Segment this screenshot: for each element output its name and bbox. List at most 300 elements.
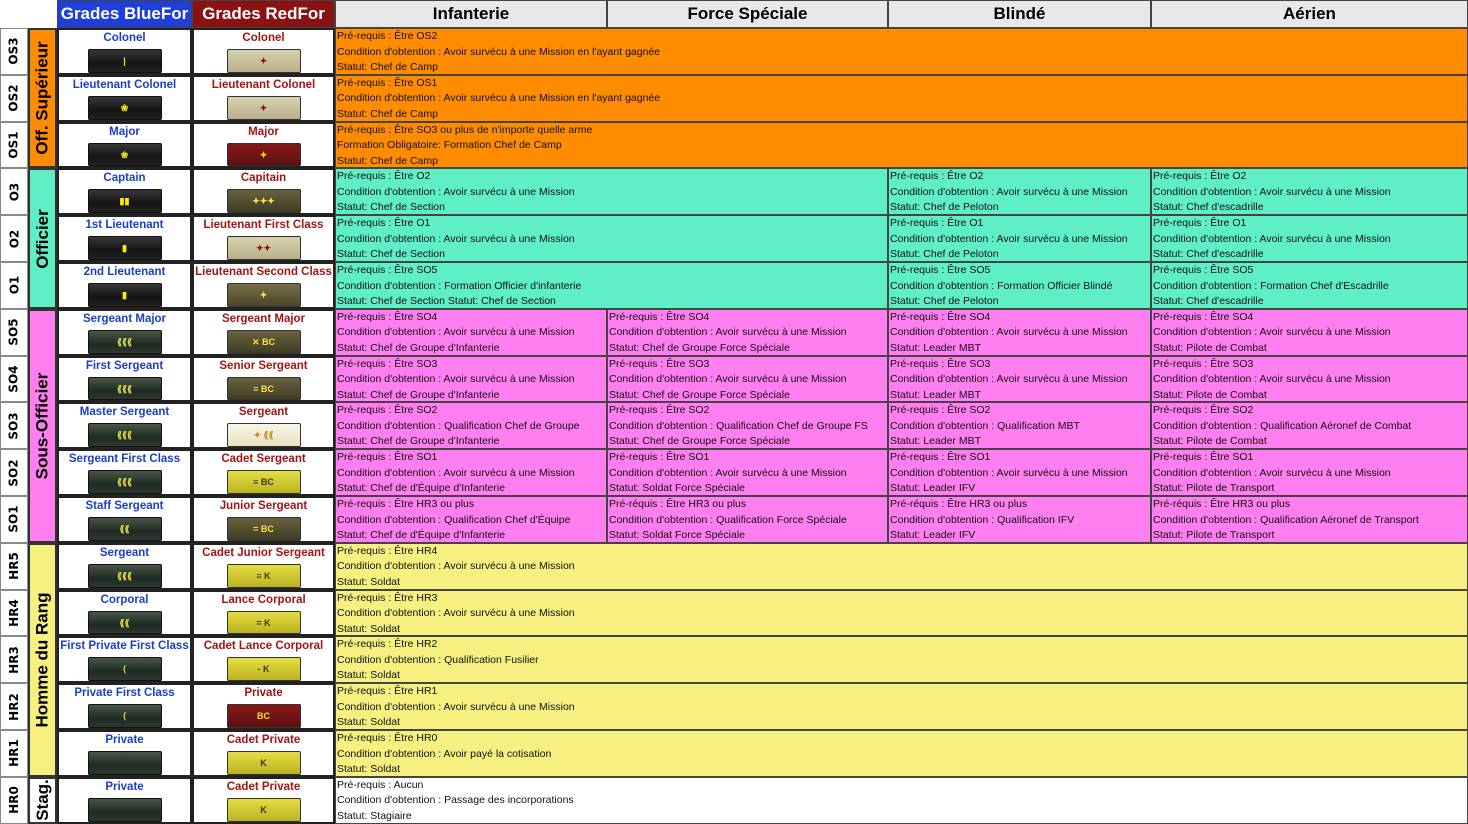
bluefor-rank-name: First Sergeant [85, 359, 164, 372]
rank-code [0, 402, 28, 449]
prerequisite-text: Pré-requis : Être OS2 [337, 30, 438, 42]
requirement-cell [335, 683, 1468, 730]
redfor-rank [192, 356, 335, 403]
prerequisite-text: Pré-requis : Être HR2 [337, 638, 438, 651]
rank-code [0, 636, 28, 683]
bluefor-rank [57, 356, 192, 403]
status-text: Statut: Leader MBT [890, 341, 982, 354]
condition-text: Condition d'obtention : Qualification Aéronef de Transport [1153, 513, 1419, 526]
bluefor-insignia-mark: ⟨ [122, 664, 127, 675]
prerequisite-text: Pré-requis : Être SO2 [1153, 404, 1254, 417]
redfor-rank-name: Major [248, 125, 279, 138]
rank-code [0, 168, 28, 215]
bluefor-insignia-mark: ⟪⟪ [119, 523, 130, 534]
status-text: Statut: Pilote de Transport [1153, 482, 1275, 495]
redfor-rank [192, 730, 335, 777]
bluefor-insignia-mark: ⟨ [122, 711, 127, 722]
status-text: Statut: Chef de Peloton [890, 201, 999, 214]
rank-code-text: O1 [7, 276, 21, 295]
requirement-cell [335, 496, 607, 543]
redfor-insignia [227, 798, 301, 822]
condition-text: Condition d'obtention : Passage des incorporations [337, 794, 574, 807]
bluefor-insignia [88, 330, 162, 354]
group-label [28, 309, 57, 543]
bluefor-insignia [88, 423, 162, 447]
bluefor-rank [57, 262, 192, 309]
prerequisite-text: Pré-requis : Être SO2 [890, 404, 991, 417]
bluefor-rank-name: Sergeant Major [82, 312, 167, 325]
requirement-cell [1151, 309, 1468, 356]
bluefor-insignia [88, 49, 162, 73]
prerequisite-text: Pré-requis : Être O2 [337, 170, 431, 183]
requirement-cell [335, 75, 1468, 122]
condition-text: Condition d'obtention : Qualification Chef de Groupe FS [609, 419, 868, 432]
rank-code-text: HR0 [7, 786, 22, 815]
rank-code-text: OS1 [7, 131, 22, 159]
prerequisite-text: Pré-requis : Être SO1 [890, 451, 991, 464]
redfor-rank [192, 449, 335, 496]
redfor-rank [192, 75, 335, 122]
bluefor-rank [57, 496, 192, 543]
prerequisite-text: Pré-requis : Être SO1 [609, 451, 710, 464]
rank-code-text: SO4 [7, 365, 22, 393]
redfor-insignia-mark: = K [256, 617, 271, 628]
condition-text: Condition d'obtention : Avoir survécu à une Mission [1153, 466, 1391, 479]
requirement-cell [335, 590, 1468, 637]
bluefor-insignia [88, 611, 162, 635]
prerequisite-text: Pré-requis : Être SO4 [1153, 310, 1254, 323]
status-text: Statut: Chef d'escadrille [1153, 201, 1264, 214]
condition-text: Condition d'obtention : Avoir survécu à une Mission [337, 373, 575, 386]
redfor-rank [192, 402, 335, 449]
condition-text: Condition d'obtention : Qualification Fusilier [337, 653, 539, 666]
status-text: Statut: Chef de Peloton [890, 295, 999, 307]
requirement-cell [888, 402, 1151, 449]
condition-text: Condition d'obtention : Avoir survécu à une Mission [609, 326, 847, 339]
redfor-rank-name: Colonel [242, 32, 285, 44]
redfor-rank [192, 122, 335, 169]
bluefor-insignia-mark: ❀ [120, 102, 129, 113]
condition-text: Condition d'obtention : Avoir survécu à une Mission [890, 185, 1128, 198]
header-branch: Infanterie [335, 0, 607, 28]
bluefor-insignia-mark: ▮▮ [119, 196, 130, 207]
condition-text: Condition d'obtention : Avoir survécu à une Mission [890, 232, 1128, 245]
redfor-rank [192, 543, 335, 590]
group-label-text: Officier [32, 208, 52, 269]
prerequisite-text: Pré-requis : Être HR0 [337, 732, 438, 744]
condition-text: Condition d'obtention : Formation Officier d'infanterie [337, 279, 582, 292]
bluefor-rank [57, 543, 192, 590]
requirement-cell [888, 262, 1151, 309]
bluefor-rank-name: Captain [103, 172, 146, 185]
bluefor-insignia [88, 189, 162, 213]
condition-text: Condition d'obtention : Avoir survécu à une Mission [1153, 326, 1391, 339]
redfor-rank [192, 262, 335, 309]
prerequisite-text: Pré-réquis : Être HR3 ou plus [1153, 498, 1291, 510]
bluefor-rank [57, 777, 192, 824]
status-text: Statut: Pilote de Transport [1153, 529, 1275, 541]
bluefor-insignia [88, 470, 162, 494]
header-branch: Aérien [1151, 0, 1468, 28]
bluefor-rank [57, 28, 192, 75]
header-branch: Force Spéciale [607, 0, 888, 28]
redfor-insignia-mark: ✦ ⟪⟪ [253, 430, 274, 441]
redfor-insignia-mark: ✦ [259, 55, 268, 66]
prerequisite-text: Pré-requis : Être SO4 [890, 310, 991, 323]
status-text: Statut: Leader IFV [890, 482, 976, 495]
rank-code [0, 28, 28, 75]
requirement-cell [1151, 449, 1468, 496]
prerequisite-text: Pré-requis : Être SO4 [337, 310, 438, 323]
redfor-insignia-mark: K [260, 757, 267, 768]
condition-text: Condition d'obtention : Formation Chef d'Escadrille [1153, 279, 1389, 292]
prerequisite-text: Pré-requis : Être HR4 [337, 544, 438, 557]
rank-code-text: SO2 [7, 458, 22, 487]
requirement-cell [335, 356, 607, 403]
status-text: Statut: Soldat [337, 622, 401, 635]
status-text: Statut: Pilote de Combat [1153, 341, 1267, 354]
bluefor-rank-name: Sergeant First Class [68, 453, 181, 466]
prerequisite-text: Pré-requis : Être SO3 [1153, 357, 1254, 370]
status-text: Statut: Chef de Camp [337, 107, 438, 120]
redfor-insignia-mark: ✦✦✦ [252, 196, 275, 207]
redfor-insignia-mark: ≡ BC [253, 477, 274, 488]
condition-text: Condition d'obtention : Qualification Chef d'Équipe [337, 513, 571, 526]
condition-text: Condition d'obtention : Avoir survécu à une Mission [890, 326, 1128, 339]
prerequisite-text: Pré-requis : Être O2 [1153, 170, 1247, 183]
bluefor-rank-name: Private [105, 780, 144, 793]
bluefor-rank-name: Staff Sergeant [85, 500, 164, 512]
rank-code-text: HR4 [7, 599, 22, 627]
bluefor-rank-name: 1st Lieutenant [85, 219, 164, 232]
status-text: Statut: Soldat [337, 575, 401, 588]
bluefor-insignia-mark: ⟪⟪⟪ [116, 383, 133, 394]
requirement-cell [607, 309, 888, 356]
status-text: Statut: Chef de Groupe Force Spéciale [609, 435, 790, 448]
requirement-cell [335, 449, 607, 496]
prerequisite-text: Pré-requis : Être SO3 ou plus de n'importe quelle arme [337, 123, 593, 136]
prerequisite-text: Pré-requis : Être SO2 [337, 404, 438, 417]
rank-code-text: OS3 [7, 37, 22, 65]
condition-text: Condition d'obtention : Qualification Aéronef de Combat [1153, 419, 1412, 432]
rank-code [0, 496, 28, 543]
redfor-insignia [227, 704, 301, 728]
status-text: Statut: Soldat [337, 716, 401, 729]
condition-text: Condition d'obtention : Avoir survécu à une Mission [1153, 185, 1391, 198]
status-text: Statut: Leader MBT [890, 435, 982, 448]
condition-text: Condition d'obtention : Avoir survécu à une Mission [890, 373, 1128, 386]
bluefor-insignia [88, 517, 162, 541]
status-text: Statut: Chef de Groupe d'Infanterie [337, 341, 500, 354]
redfor-insignia [227, 236, 301, 260]
status-text: Statut: Chef de Groupe Force Spéciale [609, 388, 790, 401]
requirement-cell [888, 215, 1151, 262]
redfor-insignia-mark: ✦ [259, 149, 268, 160]
requirement-cell [607, 356, 888, 403]
redfor-insignia [227, 564, 301, 588]
bluefor-insignia-mark: ▮ [122, 243, 127, 254]
status-text: Statut: Pilote de Combat [1153, 435, 1267, 448]
bluefor-insignia-mark: ▮ [122, 289, 127, 300]
status-text: Statut: Stagiaire [337, 809, 412, 822]
rank-code [0, 75, 28, 122]
requirement-cell [888, 449, 1151, 496]
rank-code-text: O2 [7, 229, 21, 248]
prerequisite-text: Pré-réquis : Être HR3 ou plus [890, 498, 1028, 510]
requirement-cell [1151, 496, 1468, 543]
bluefor-insignia-mark: ⟪⟪⟪ [116, 430, 133, 441]
rank-code-text: SO1 [7, 505, 22, 533]
requirement-cell [888, 356, 1151, 403]
rank-code [0, 449, 28, 496]
bluefor-insignia-mark: ⟪⟪⟪ [116, 570, 133, 581]
group-label [28, 543, 57, 777]
condition-text: Condition d'obtention : Avoir survécu à une Mission [337, 326, 575, 339]
bluefor-rank-name: Private [105, 734, 144, 746]
status-text: Statut: Chef de Section [337, 201, 445, 214]
redfor-insignia [227, 283, 301, 307]
rank-code [0, 215, 28, 262]
redfor-rank-name: Sergeant Major [221, 312, 306, 325]
requirement-cell [607, 402, 888, 449]
requirement-cell [335, 122, 1468, 169]
redfor-insignia [227, 751, 301, 775]
prerequisite-text: Pré-requis : Être HR1 [337, 685, 438, 698]
rank-code-text: O3 [7, 182, 21, 202]
status-text: Statut: Chef de Peloton [890, 248, 999, 261]
redfor-insignia-mark: ≡ BC [253, 383, 274, 394]
redfor-rank-name: Senior Sergeant [219, 359, 308, 372]
header-redfor: Grades RedFor [192, 0, 335, 28]
prerequisite-text: Pré-réquis : Être HR3 ou plus [609, 498, 747, 510]
redfor-rank-name: Private [244, 687, 283, 700]
bluefor-insignia [88, 751, 162, 775]
bluefor-rank-name: Major [109, 125, 140, 138]
status-text: Statut: Chef de Groupe d'Infanterie [337, 435, 500, 448]
redfor-insignia-mark: = BC [253, 523, 274, 534]
prerequisite-text: Pré-requis : Être SO5 [890, 264, 991, 276]
redfor-rank-name: Cadet Junior Sergeant [202, 546, 325, 559]
condition-text: Condition d'obtention : Avoir survécu à une Mission en l'ayant gagnée [337, 92, 661, 105]
status-text: Statut: Chef de d'Équipe d'Infanterie [337, 529, 506, 541]
prerequisite-text: Pré-requis : Être SO1 [1153, 451, 1254, 464]
requirement-cell [335, 777, 1468, 824]
redfor-insignia-mark: - K [257, 664, 270, 675]
condition-text: Condition d'obtention : Avoir survécu à une Mission [337, 185, 575, 198]
bluefor-rank [57, 590, 192, 637]
redfor-rank [192, 309, 335, 356]
bluefor-rank [57, 730, 192, 777]
bluefor-rank [57, 122, 192, 169]
redfor-rank [192, 590, 335, 637]
bluefor-rank [57, 75, 192, 122]
requirement-cell [335, 262, 888, 309]
bluefor-rank-name: 2nd Lieutenant [83, 266, 166, 278]
bluefor-insignia [88, 564, 162, 588]
rank-code [0, 590, 28, 637]
group-label [28, 777, 57, 824]
redfor-rank-name: Lieutenant Colonel [211, 78, 316, 91]
bluefor-insignia [88, 143, 162, 167]
condition-text: Condition d'obtention : Avoir survécu à une Mission [890, 466, 1128, 479]
prerequisite-text: Pré-requis : Être O1 [1153, 217, 1247, 230]
bluefor-insignia [88, 377, 162, 401]
status-text: Statut: Soldat Force Spéciale [609, 529, 745, 541]
condition-text: Condition d'obtention : Avoir survécu à une Mission [337, 700, 575, 713]
condition-text: Condition d'obtention : Avoir payé la cotisation [337, 747, 552, 760]
group-label-text: Stag. [32, 779, 52, 821]
requirement-cell [1151, 262, 1468, 309]
rank-code-text: HR5 [7, 552, 22, 581]
prerequisite-text: Pré-requis : Être SO3 [609, 357, 710, 370]
redfor-insignia-mark: BC [257, 711, 270, 722]
requirement-cell [1151, 402, 1468, 449]
prerequisite-text: Pré-requis : Être HR3 ou plus [337, 498, 475, 510]
rank-code-text: OS2 [7, 84, 22, 112]
header-bluefor: Grades BlueFor [57, 0, 192, 28]
status-text: Statut: Soldat Force Spéciale [609, 482, 745, 495]
group-label-text: Off. Supérieur [32, 41, 52, 155]
status-text: Statut: Chef de Camp [337, 154, 438, 167]
group-label [28, 28, 57, 168]
redfor-insignia [227, 470, 301, 494]
rank-code [0, 777, 28, 824]
status-text: Statut: Chef de d'Équipe d'Infanterie [337, 482, 506, 495]
status-text: Statut: Chef de Groupe d'Infanterie [337, 388, 500, 401]
bluefor-rank [57, 168, 192, 215]
condition-text: Condition d'obtention : Avoir survécu à une Mission [609, 466, 847, 479]
condition-text: Condition d'obtention : Qualification Force Spéciale [609, 513, 847, 526]
rank-code [0, 122, 28, 169]
bluefor-insignia [88, 236, 162, 260]
condition-text: Condition d'obtention : Avoir survécu à une Mission [1153, 373, 1391, 386]
condition-text: Formation Obligatoire: Formation Chef de Camp [337, 139, 562, 152]
status-text: Statut: Pilote de Combat [1153, 388, 1267, 401]
redfor-rank-name: Cadet Private [226, 734, 301, 746]
redfor-insignia-mark: ✕ BC [251, 336, 276, 347]
bluefor-insignia-mark: ❀ [120, 149, 129, 160]
bluefor-rank [57, 683, 192, 730]
prerequisite-text: Pré-requis : Être HR3 [337, 591, 438, 604]
condition-text: Condition d'obtention : Avoir survécu à une Mission [337, 466, 575, 479]
bluefor-insignia-mark: ⟪⟪ [119, 617, 130, 628]
rank-code [0, 543, 28, 590]
prerequisite-text: Pré-requis : Aucun [337, 778, 424, 791]
bluefor-rank-name: Colonel [103, 32, 146, 44]
bluefor-rank-name: Master Sergeant [79, 406, 170, 419]
bluefor-rank-name: Corporal [100, 593, 149, 606]
status-text: Statut: Soldat [337, 669, 401, 682]
rank-code-text: SO3 [7, 412, 22, 440]
redfor-rank [192, 777, 335, 824]
requirement-cell [607, 496, 888, 543]
redfor-rank [192, 215, 335, 262]
requirement-cell [1151, 168, 1468, 215]
prerequisite-text: Pré-requis : Être SO3 [890, 357, 991, 370]
rank-code-text: HR3 [7, 645, 22, 674]
rank-code-text: SO5 [7, 318, 22, 346]
redfor-rank [192, 636, 335, 683]
redfor-insignia-mark: K [260, 804, 267, 815]
prerequisite-text: Pré-requis : Être SO4 [609, 310, 710, 323]
prerequisite-text: Pré-requis : Être SO1 [337, 451, 438, 464]
bluefor-rank [57, 402, 192, 449]
condition-text: Condition d'obtention : Avoir survécu à une Mission [337, 560, 575, 573]
status-text: Statut: Chef d'escadrille [1153, 248, 1264, 261]
condition-text: Condition d'obtention : Avoir survécu à une Mission en l'ayant gagnée [337, 45, 661, 58]
prerequisite-text: Pré-requis : Être SO5 [1153, 264, 1254, 276]
group-label [28, 168, 57, 308]
bluefor-insignia [88, 704, 162, 728]
redfor-insignia [227, 143, 301, 167]
bluefor-insignia [88, 283, 162, 307]
bluefor-insignia [88, 657, 162, 681]
bluefor-rank-name: Private First Class [74, 687, 175, 700]
redfor-insignia [227, 517, 301, 541]
bluefor-rank [57, 636, 192, 683]
redfor-rank [192, 28, 335, 75]
condition-text: Condition d'obtention : Qualification MBT [890, 419, 1080, 432]
prerequisite-text: Pré-requis : Être O1 [890, 217, 984, 230]
requirement-cell [888, 309, 1151, 356]
condition-text: Condition d'obtention : Formation Officier Blindé [890, 279, 1113, 292]
requirement-cell [335, 402, 607, 449]
rank-code [0, 356, 28, 403]
redfor-insignia [227, 611, 301, 635]
redfor-rank-name: Cadet Sergeant [221, 453, 306, 466]
redfor-insignia [227, 377, 301, 401]
bluefor-insignia-mark: ⟪⟪⟪ [116, 477, 133, 488]
status-text: Statut: Chef d'escadrille [1153, 295, 1264, 307]
redfor-rank-name: Cadet Private [226, 780, 301, 793]
requirement-cell [335, 168, 888, 215]
requirement-cell [888, 496, 1151, 543]
rank-code [0, 309, 28, 356]
redfor-rank [192, 168, 335, 215]
rank-code-text: HR1 [7, 739, 22, 768]
group-label-text: Sous-Officier [32, 372, 52, 480]
status-text: Statut: Chef de Section Statut: Chef de Section [337, 295, 556, 307]
requirement-cell [1151, 215, 1468, 262]
redfor-insignia [227, 96, 301, 120]
bluefor-insignia [88, 96, 162, 120]
rank-code [0, 730, 28, 777]
bluefor-rank [57, 215, 192, 262]
condition-text: Condition d'obtention : Avoir survécu à une Mission [337, 232, 575, 245]
status-text: Statut: Leader MBT [890, 388, 982, 401]
status-text: Statut: Leader IFV [890, 529, 976, 541]
prerequisite-text: Pré-requis : Être SO3 [337, 357, 438, 370]
requirement-cell [335, 28, 1468, 75]
bluefor-rank-name: Sergeant [99, 546, 150, 559]
redfor-rank-name: Lieutenant Second Class [195, 266, 332, 278]
prerequisite-text: Pré-requis : Être SO2 [609, 404, 710, 417]
bluefor-rank [57, 449, 192, 496]
redfor-rank-name: Lance Corporal [221, 593, 306, 606]
bluefor-insignia-mark: | [123, 55, 126, 66]
bluefor-insignia [88, 798, 162, 822]
requirement-cell [335, 636, 1468, 683]
status-text: Statut: Soldat [337, 763, 401, 775]
redfor-rank-name: Junior Sergeant [219, 500, 308, 512]
rank-code [0, 683, 28, 730]
redfor-insignia [227, 189, 301, 213]
requirement-cell [335, 730, 1468, 777]
redfor-insignia [227, 330, 301, 354]
prerequisite-text: Pré-requis : Être O1 [337, 217, 431, 230]
prerequisite-text: Pré-requis : Être OS1 [337, 76, 438, 89]
prerequisite-text: Pré-requis : Être O2 [890, 170, 984, 183]
